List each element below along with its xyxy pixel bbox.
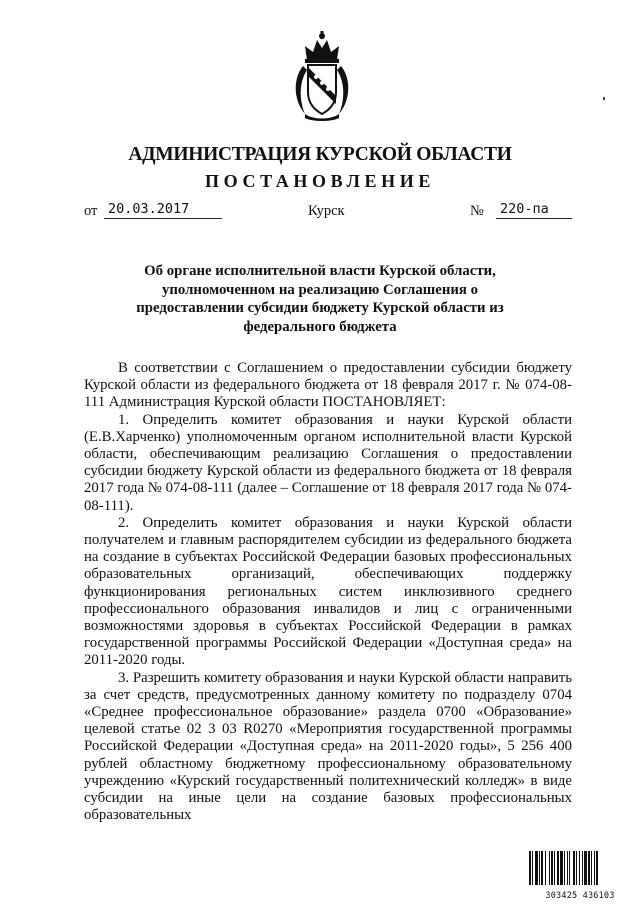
number-value: 220-па	[496, 201, 572, 219]
title-line: предоставлении субсидии бюджету Курской области из	[136, 300, 504, 316]
title-line: Об органе исполнительной власти Курской области,	[144, 263, 496, 279]
paragraph-item-1: 1. Определить комитет образования и науки Курской области (Е.В.Харченко) уполномоченным органом исполнительной власти Курской области, обеспечивающим реализацию Соглашения о предоставлении субсидии бюджету Курской области из федерального бюджета от 18 февраля 2017 года № 074-08-111 (далее – Соглашение от 18 февраля 2017 года № 074-08-111).	[84, 411, 572, 514]
date-value: 20.03.2017	[104, 201, 222, 219]
city: Курск	[308, 203, 345, 219]
title-line: федерального бюджета	[243, 318, 397, 335]
document-type: ПОСТАНОВЛЕНИЕ	[205, 171, 435, 191]
barcode	[528, 851, 632, 899]
date-label: от	[84, 203, 98, 219]
paragraph-preamble: В соответствии с Соглашением о предоставлении субсидии бюджету Курской области из федерального бюджета от 18 февраля 2017 г. № 074-08-111 Администрация Курской области ПОСТАНОВЛЯЕТ:	[84, 360, 572, 411]
kursk-coat-of-arms-emblem	[291, 30, 353, 122]
number-label: №	[470, 203, 484, 219]
document-title	[0, 262, 640, 336]
paragraph-item-3: 3. Разрешить комитету образования и науки Курской области направить за счет средств, предусмотренных данному комитету по подразделу 0704 «Среднее профессиональное образование» раздела 0700 «Образование» целевой статье 02 3 03 R0270 «Мероприятия государственной программы Российской Федерации «Доступная среда» на 2011-2020 годы», 5 256 400 рублей областному бюджетному профессиональному образовательному учреждению «Курский государственный политехнический колледж» в виде субсидии на иные цели на создание базовых профессиональных образовательных	[84, 669, 572, 824]
title-line: уполномоченном на реализацию Соглашения о	[162, 281, 478, 298]
barcode-bars-icon	[528, 851, 632, 885]
document-body	[84, 360, 572, 824]
barcode-number: 303425 436103	[545, 891, 615, 901]
document-meta	[0, 201, 640, 223]
scan-speck	[603, 97, 605, 100]
organization-name: АДМИНИСТРАЦИЯ КУРСКОЙ ОБЛАСТИ	[128, 144, 512, 165]
paragraph-item-2: 2. Определить комитет образования и науки Курской области получателем и главным распорядителем субсидии из федерального бюджета на создание в субъектах Российской Федерации базовых профессиональных образовательных организаций, обеспечивающих поддержку функционирования региональных систем инклюзивного среднего профессионального образования инвалидов и лиц с ограниченными возможностями здоровья в субъектах Российской Федерации в рамках государственной программы Российской Федерации «Доступная среда» на 2011-2020 годы.	[84, 514, 572, 669]
